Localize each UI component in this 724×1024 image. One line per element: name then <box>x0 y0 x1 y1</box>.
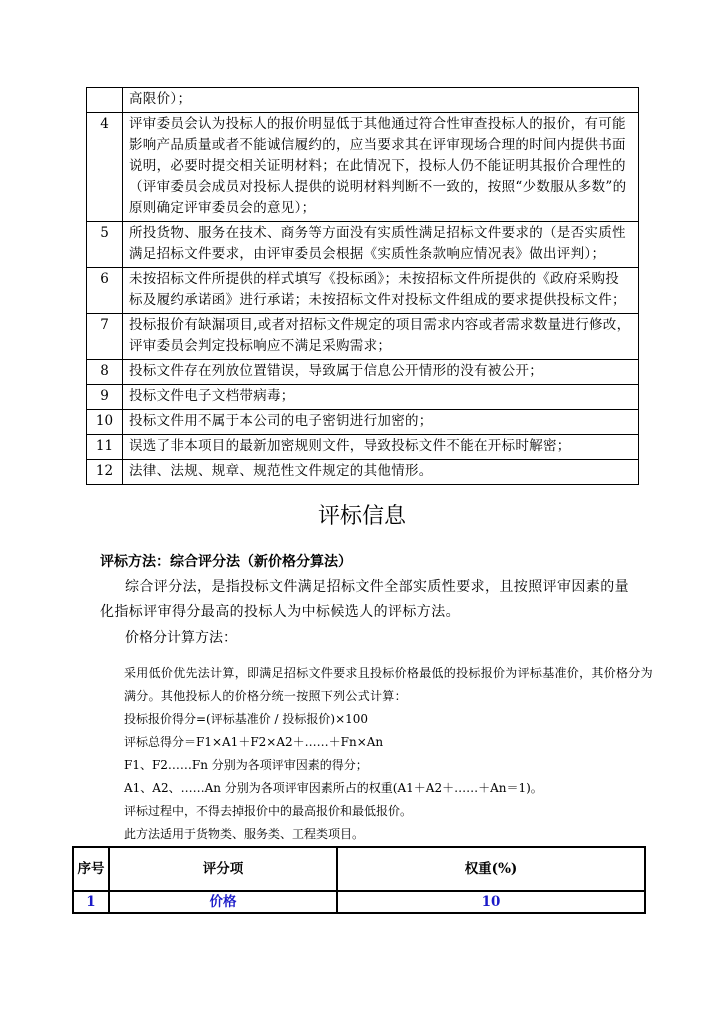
header-weight: 权重(%) <box>337 847 645 891</box>
scoring-table-header <box>73 847 645 891</box>
header-item: 评分项 <box>109 847 337 891</box>
row-weight: 10 <box>337 891 645 913</box>
row-text: 未按招标文件所提供的样式填写《投标函》；未按招标文件所提供的《政府采购投标及履约承诺函》进行承诺；未按招标文件对投标文件组成的要求提供投标文件； <box>123 268 639 314</box>
formula-line: 此方法适用于货物类、服务类、工程类项目。 <box>124 827 365 841</box>
formula-line: 评标过程中，不得去掉报价中的最高报价和最低报价。 <box>124 804 413 818</box>
row-number: 5 <box>87 222 123 268</box>
row-text: 所投货物、服务在技术、商务等方面没有实质性满足招标文件要求的（是否实质性满足招标文件要求，由评审委员会根据《实质性条款响应情况表》做出评判）； <box>123 222 639 268</box>
row-number: 4 <box>87 113 123 222</box>
row-number: 12 <box>87 460 123 485</box>
table-row <box>87 113 639 222</box>
row-text: 投标文件用不属于本公司的电子密钥进行加密的； <box>123 410 639 435</box>
row-number: 6 <box>87 268 123 314</box>
row-number: 10 <box>87 410 123 435</box>
header-index: 序号 <box>73 847 109 891</box>
formula-line: 投标报价得分=(评标基准价 / 投标报价)×100 <box>124 712 369 726</box>
row-text: 投标报价有缺漏项目,或者对招标文件规定的项目需求内容或者需求数量进行修改，评审委员会判定投标响应不满足采购需求； <box>123 314 639 360</box>
row-number: 7 <box>87 314 123 360</box>
formula-line: 采用低价优先法计算，即满足招标文件要求且投标价格最低的投标报价为评标基准价，其价格分为满分。其他投标人的价格分统一按照下列公式计算： <box>124 666 653 703</box>
formula-line: 评标总得分＝F1×A1＋F2×A2＋……＋Fn×An <box>124 735 384 749</box>
price-score-label: 价格分计算方法： <box>125 630 237 646</box>
method-description: 综合评分法，是指投标文件满足招标文件全部实质性要求，且按照评审因素的量化指标评审得分最高的投标人为中标候选人的评标方法。 <box>100 579 629 620</box>
table-row <box>87 222 639 268</box>
table-row <box>87 88 639 113</box>
table-row <box>87 435 639 460</box>
table-row <box>87 360 639 385</box>
row-text: 高限价）； <box>123 88 639 113</box>
formula-line: A1、A2、……An 分别为各项评审因素所占的权重(A1＋A2＋……＋An＝1)。 <box>124 781 543 795</box>
row-number <box>87 88 123 113</box>
table-row <box>87 460 639 485</box>
rejection-conditions-table <box>86 87 639 485</box>
row-number: 9 <box>87 385 123 410</box>
row-item: 价格 <box>109 891 337 913</box>
row-number: 11 <box>87 435 123 460</box>
table-row <box>87 268 639 314</box>
table-row <box>73 891 645 913</box>
table-row <box>87 410 639 435</box>
row-text: 误选了非本项目的最新加密规则文件，导致投标文件不能在开标时解密； <box>123 435 639 460</box>
scoring-table <box>72 846 646 914</box>
table-row <box>87 314 639 360</box>
section-heading: 评标信息 <box>317 504 406 529</box>
evaluation-method-title: 评标方法：综合评分法（新价格分算法） <box>100 554 352 570</box>
table-row <box>87 385 639 410</box>
row-text: 投标文件存在列放位置错误，导致属于信息公开情形的没有被公开； <box>123 360 639 385</box>
row-text: 投标文件电子文档带病毒； <box>123 385 639 410</box>
formula-line: F1、F2……Fn 分别为各项评审因素的得分； <box>124 758 368 772</box>
row-text: 评审委员会认为投标人的报价明显低于其他通过符合性审查投标人的报价，有可能影响产品质量或者不能诚信履约的，应当要求其在评审现场合理的时间内提供书面说明，必要时提交相关证明材料；在此情况下，投标人仍不能证明其报价合理性的（评审委员会成员对投标人提供的说明材料判断不一致的，按照“少数服从多数”的原则确定评审委员会的意见）； <box>123 113 639 222</box>
row-index: 1 <box>73 891 109 913</box>
row-text: 法律、法规、规章、规范性文件规定的其他情形。 <box>123 460 639 485</box>
row-number: 8 <box>87 360 123 385</box>
